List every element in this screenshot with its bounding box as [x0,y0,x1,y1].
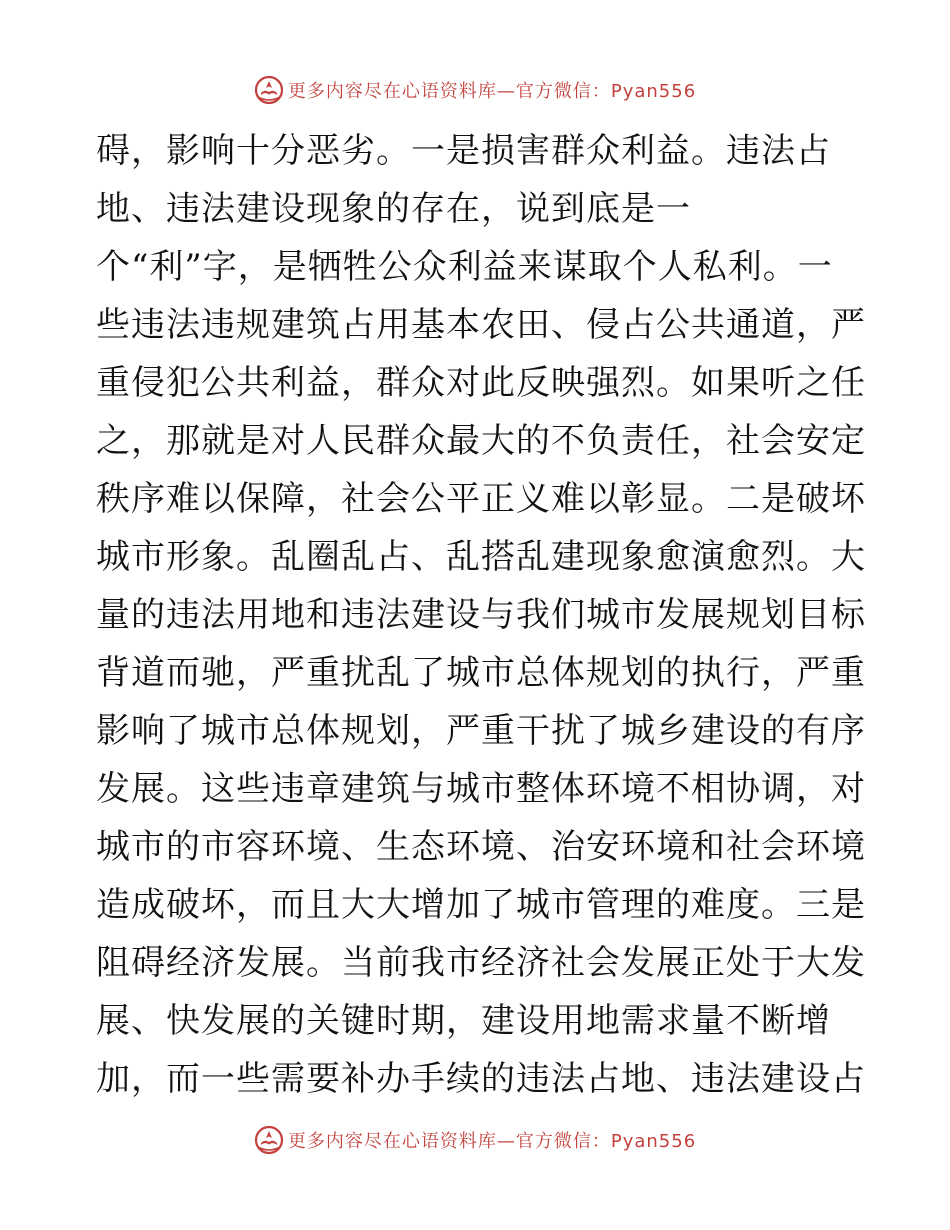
body-line: 地、违法建设现象的存在，说到底是一 [96,189,691,229]
body-line: 之，那就是对人民群众最大的不负责任，社会安定 [96,421,866,461]
body-line: 碍，影响十分恶劣。一是损害群众利益。违法占 [96,131,831,171]
body-line: 城市形象。乱圈乱占、乱搭乱建现象愈演愈烈。大 [96,537,866,577]
watermark-text: 更多内容尽在心语资料库—官方微信：Pyan556 [287,1131,697,1152]
body-line: 展、快发展的关键时期，建设用地需求量不断增 [96,1001,831,1041]
body-line: 个“利”字，是牺牲公众利益来谋取个人私利。一 [96,247,833,287]
watermark-text: 更多内容尽在心语资料库—官方微信：Pyan556 [287,81,697,102]
body-line: 阻碍经济发展。当前我市经济社会发展正处于大发 [96,943,866,983]
body-line: 造成破坏，而且大大增加了城市管理的难度。三是 [96,885,866,925]
body-line: 背道而驰，严重扰乱了城市总体规划的执行，严重 [96,653,866,693]
document-body [96,122,866,1108]
open-book-logo-icon [254,75,284,105]
body-line: 影响了城市总体规划，严重干扰了城乡建设的有序 [96,711,866,751]
header-watermark [0,70,950,110]
body-line: 量的违法用地和违法建设与我们城市发展规划目标 [96,595,866,635]
footer-watermark [0,1120,950,1160]
body-line: 城市的市容环境、生态环境、治安环境和社会环境 [96,827,866,867]
open-book-logo-icon [254,1125,284,1155]
body-line: 加，而一些需要补办手续的违法占地、违法建设占 [96,1059,866,1099]
body-line: 秩序难以保障，社会公平正义难以彰显。二是破坏 [96,479,866,519]
body-line: 重侵犯公共利益，群众对此反映强烈。如果听之任 [96,363,866,403]
body-line: 发展。这些违章建筑与城市整体环境不相协调，对 [96,769,866,809]
body-line: 些违法违规建筑占用基本农田、侵占公共通道，严 [96,305,866,345]
